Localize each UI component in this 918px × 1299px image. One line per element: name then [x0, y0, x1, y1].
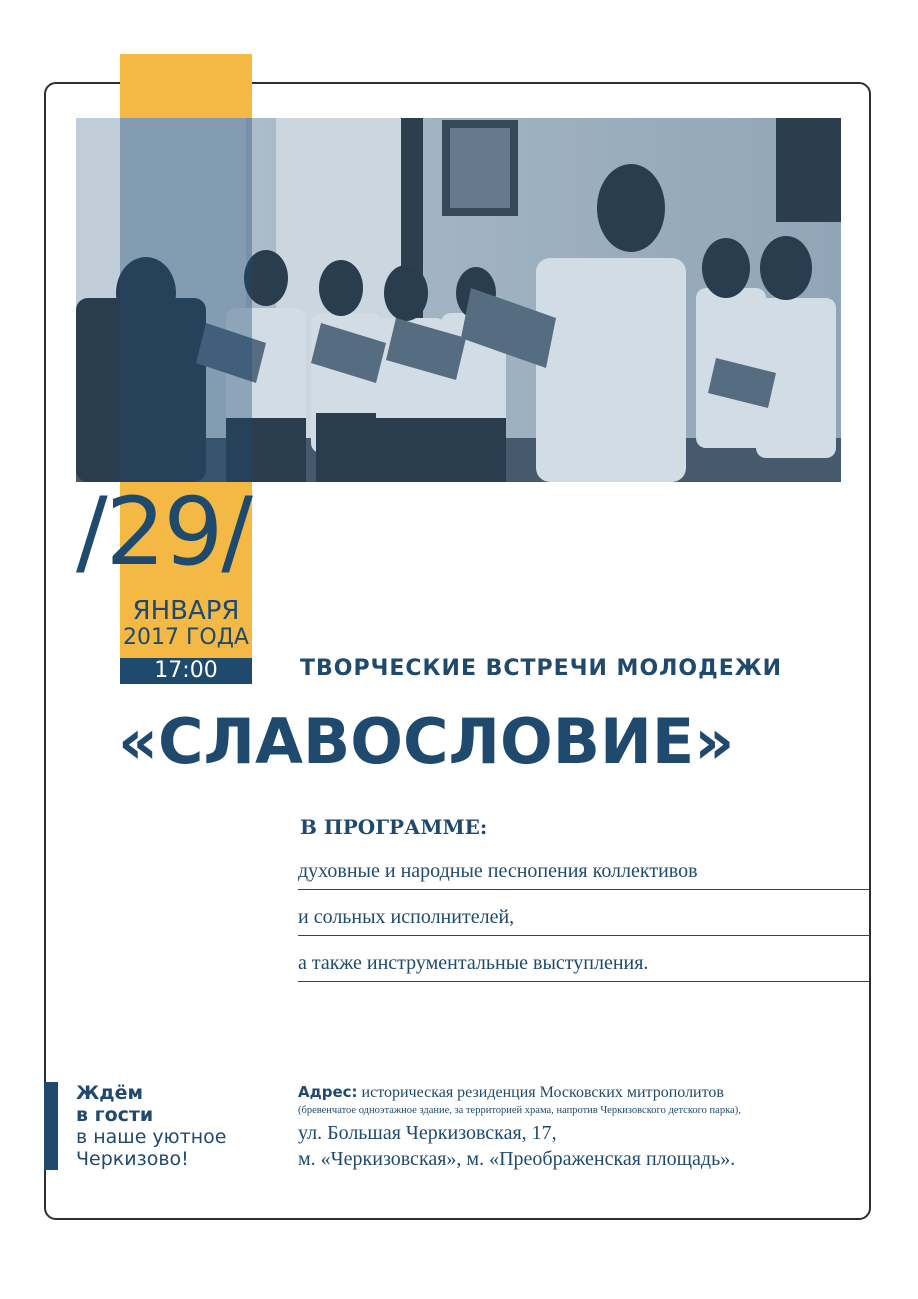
event-subtitle: ТВОРЧЕСКИЕ ВСТРЕЧИ МОЛОДЕЖИ — [300, 656, 783, 681]
welcome-line-2: в гости — [76, 1104, 154, 1126]
event-day: /29/ — [76, 478, 251, 587]
program-heading: В ПРОГРАММЕ: — [300, 815, 488, 839]
event-time: 17:00 — [120, 658, 252, 684]
welcome-line-1: Ждём — [76, 1082, 144, 1104]
welcome-line-4: Черкизово! — [76, 1148, 189, 1170]
welcome-accent-bar — [44, 1082, 58, 1170]
event-month: ЯНВАРЯ — [132, 596, 240, 626]
choir-photo — [76, 118, 841, 482]
program-line-2: и сольных исполнителей, — [298, 906, 870, 936]
address-metro: м. «Черкизовская», м. «Преображенская площадь». — [298, 1148, 736, 1170]
address-note: (бревенчатое одноэтажное здание, за территорией храма, напротив Черкизовского детского парка), — [298, 1105, 741, 1116]
program-line-3: а также инструментальные выступления. — [298, 952, 870, 982]
welcome-message — [76, 1082, 276, 1170]
program-line-1: духовные и народные песнопения коллективов — [298, 860, 870, 890]
event-title: «СЛАВОСЛОВИЕ» — [118, 705, 735, 778]
address-street: ул. Большая Черкизовская, 17, — [298, 1122, 557, 1144]
event-year: 2017 ГОДА — [123, 625, 249, 650]
welcome-line-3: в наше уютное — [76, 1126, 227, 1148]
yellow-accent-top — [120, 54, 252, 118]
address-block — [298, 1082, 868, 1171]
address-label: Адрес: — [298, 1083, 358, 1101]
address-line-1: историческая резиденция Московских митрополитов — [361, 1084, 724, 1101]
